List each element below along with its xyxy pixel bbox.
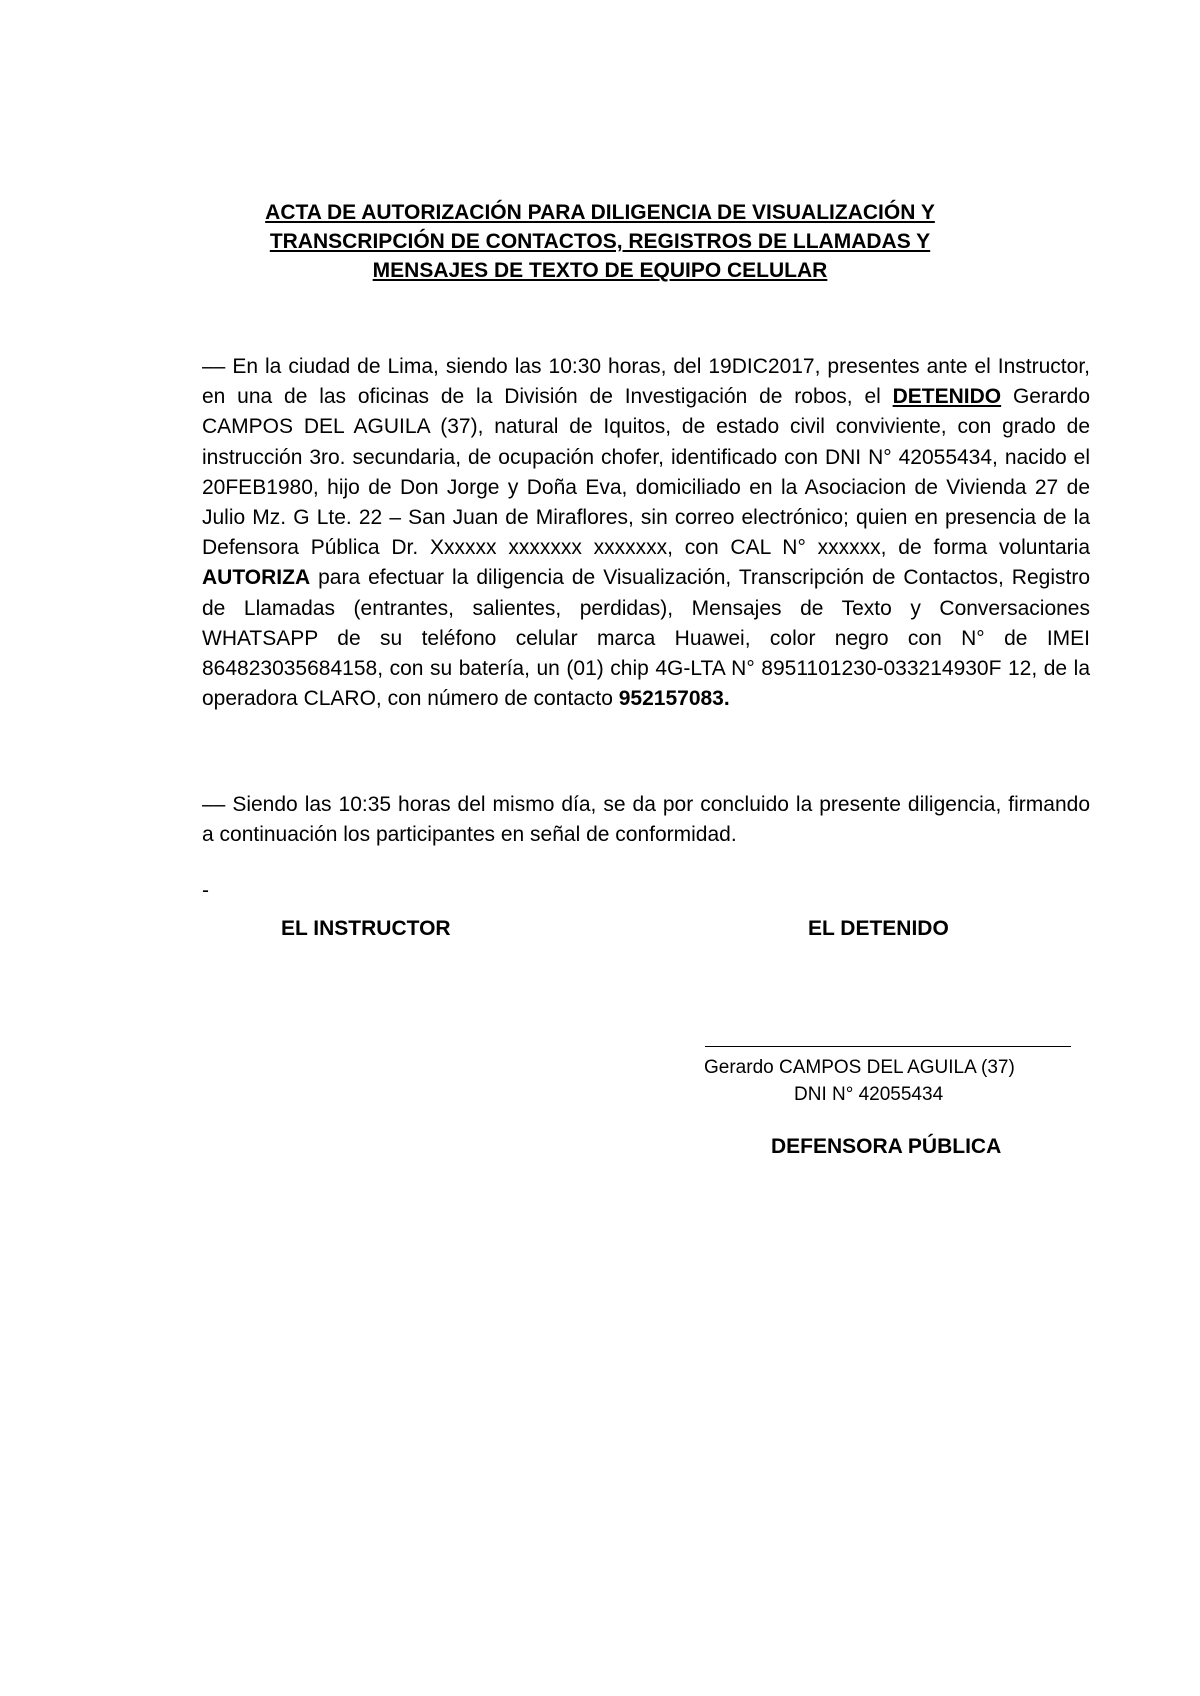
detenido-signature-label: EL DETENIDO bbox=[808, 917, 949, 940]
main-paragraph-part-3: para efectuar la diligencia de Visualización, Transcripción de Contactos, Registro de Llamadas (entrantes, salientes, perdidas), Mensajes de Texto y Conversaciones WHATSAPP de su teléfono celular marca Huawei, color negro con N° de IMEI 864823035684158, con su batería, un (01) chip 4G-LTA N° 8951101230-033214930F 12, de la operadora CLARO, con número de contacto bbox=[202, 566, 1090, 711]
detenido-dni: DNI N° 42055434 bbox=[794, 1084, 944, 1105]
title-line-3: MENSAJES DE TEXTO DE EQUIPO CELULAR bbox=[372, 259, 828, 282]
defensora-signature-label: DEFENSORA PÚBLICA bbox=[771, 1135, 1002, 1158]
main-paragraph bbox=[202, 352, 1090, 714]
instructor-signature-label: EL INSTRUCTOR bbox=[281, 917, 451, 940]
detenido-name: Gerardo CAMPOS DEL AGUILA (37) bbox=[704, 1057, 1015, 1078]
dash-mark: - bbox=[202, 879, 209, 902]
detenido-keyword: DETENIDO bbox=[892, 385, 1002, 409]
main-paragraph-part-2: Gerardo CAMPOS DEL AGUILA (37), natural de Iquitos, de estado civil conviviente, con grado de instrucción 3ro. secundaria, de ocupación chofer, identificado con DNI N° 42055434, nacido el 20FEB1980, hijo de Don Jorge y Doña Eva, domiciliado en la Asociacion de Vivienda 27 de Julio Mz. G Lte. 22 – San Juan de Miraflores, sin correo electrónico; quien en presencia de la Defensora Pública Dr. Xxxxxx xxxxxxx xxxxxxx, con CAL N° xxxxxx, de forma voluntaria bbox=[202, 385, 1090, 560]
contact-number: 952157083. bbox=[618, 687, 730, 711]
title-line-2: TRANSCRIPCIÓN DE CONTACTOS, REGISTROS DE LLAMADAS Y bbox=[269, 230, 931, 253]
main-paragraph-part-1: –– En la ciudad de Lima, siendo las 10:30 horas, del 19DIC2017, presentes ante el Instructor, en una de las oficinas de la División de Investigación de robos, el bbox=[202, 355, 1090, 409]
autoriza-keyword: AUTORIZA bbox=[202, 566, 311, 590]
document-title bbox=[230, 198, 970, 285]
closing-paragraph: –– Siendo las 10:35 horas del mismo día, se da por concluido la presente diligencia, firmando a continuación los participantes en señal de conformidad. bbox=[202, 793, 1090, 847]
title-line-1: ACTA DE AUTORIZACIÓN PARA DILIGENCIA DE VISUALIZACIÓN Y bbox=[265, 201, 935, 224]
signature-line bbox=[705, 1046, 1071, 1047]
